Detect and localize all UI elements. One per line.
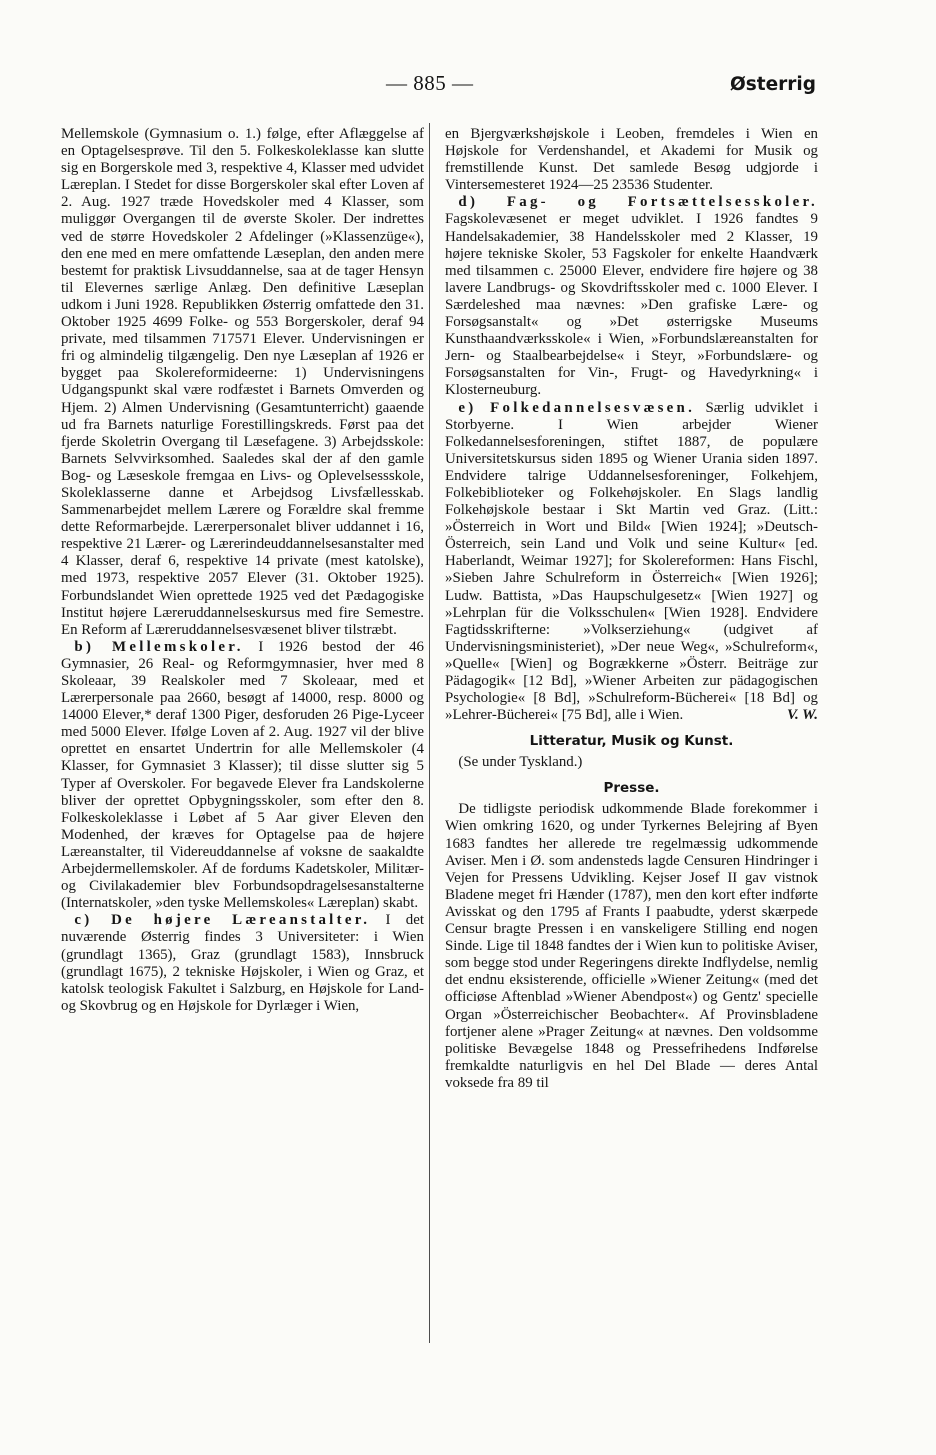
column-divider bbox=[429, 123, 430, 1343]
heading-presse: Presse. bbox=[603, 780, 660, 797]
page-number: — 885 — bbox=[386, 71, 474, 95]
heading-litteratur: Litteratur, Musik og Kunst. bbox=[529, 733, 734, 750]
cross-reference-note: (Se under Tyskland.) bbox=[458, 754, 583, 771]
paragraph-folkeskole: Mellemskole (Gymnasium o. 1.) følge, efter Aflæggelse af en Optagelsesprøve. Til den 5. Folkeskoleklasse kan slutte sig en Borgerskole med 3, respektive 4, Klasser med udvidet Læreplan. I Stedet for disse Borgerskoler skal efter Loven af 2. Aug. 1927 træde Hovedskoler med 4 Klasser, som muliggør Overgangen til de øverste Skoler. Der indrettes ved de større Hovedskoler 2 Afdelinger (»Klassenzüge«), den ene med en mere omfattende Læseplan, den anden mere bestemt for praktisk Livsuddannelse, saa at de tager Hensyn til Elevernes særlige Anlæg. Den definitive Læseplan udkom i Juni 1928. Republikken Østerrig omfattede den 31. Oktober 1925 4699 Folke- og 553 Borgerskoler, deraf 94 private, med tilsammen 717571 Elever. Undervisningen er fri og almindelig tilgængelig. Den nye Læseplan af 1926 er bygget paa Skolereformideerne: 1) Undervisningens Udgangspunkt skal være rodfæstet i Barnets Omverden og Hjem. 2) Almen Undervisning (Gesamtunterricht) gaaende ud fra Barnets naturlige Forestillingskreds. Først paa det fjerde Skoletrin Overgang til Læsefagene. 3) Arbejdsskole: Barnets Selvvirksomhed. Saaledes skal der af den gamle Bog- og Læseskole fremgaa en Livs- og Oplevelsessskole, Skoleklasserne danne et Arbejdsog Livsfællesskab. Sammenarbejdet mellem Lærere og Forældre skal fremme dette Reformarbejde. Lærerpersonalet bliver uddannet i 16, respektive 21 Lærer- og Lærerindeuddannelsesanstalter med 4 Klasser, deraf 6, respektive 14 private (mest katolske), med 1973, respektive 2057 Elever (31. Oktober 1925). Forbundslandet Wien oprettede 1925 ved det Pædagogiske Institut højere Læreruddannelseskursus med fire Semestre. En Reform af Læreruddannelsesvæsenet bliver tilstræbt. bbox=[61, 126, 424, 638]
section-body-folkedannelse: Særlig udviklet i Storbyerne. I Wien arbejder Wiener Folkedannelsesforeningen, stiftet 1887, de populære Universitetskursus siden 1895 og Wiener Urania siden 1897. Endvidere talrige Uddannelsesforeninger, Folkehjem, Folkebiblioteker og Folkehøjskoler. En Slags landlig Folkehøjskole bestaar i Skt Martin ved Graz. (Litt.: »Österreich in Wort und Bild« [Wien 1924]; »Deutsch-Österreich, sein Land und Volk und seine Kultur« [ed. Haberlandt, Weimar 1927]; for Skolereformen: Hans Fischl, »Sieben Jahre Schulreform in Österreich« [Wien 1926]; Ludw. Battista, »Das Haupschulgesetz« [Wien 1927] og »Lehrplan für die Volksschulen« [Wien 1928]. Endvidere Fagtidsskrifterne: »Volkserziehung« (udgivet af Undervisningsministeriet), »Der neue Weg«, »Schulreform«, »Quelle« [Wien] og Bogrækkerne »Österr. Beiträge zur Pädagogik« [12 Bd], »Wiener Arbeiten zur pädagogischen Psychologie« [8 Bd], »Schulreform-Bücherei« [18 Bd] og »Lehrer-Bücherei« [75 Bd], alle i Wien. bbox=[445, 399, 818, 724]
left-column bbox=[61, 126, 424, 1015]
running-title: Østerrig bbox=[730, 74, 816, 95]
paragraph-mellemskoler bbox=[61, 639, 424, 913]
section-lead-laereanstalter: c) De højere Læreanstalter. bbox=[74, 912, 371, 929]
paragraph-folkedannelse bbox=[445, 400, 818, 725]
section-lead-fagskoler: d) Fag- og Fortsættelsesskoler. bbox=[458, 194, 818, 211]
section-body-laereanstalter: I det nuværende Østerrig findes 3 Universiteter: i Wien (grundlagt 1365), Graz (grundlagt 1583), Innsbruck (grundlagt 1675), 2 tekniske Højskoler, i Wien og Graz, et katolsk teologisk Fakultet i Salzburg, en Højskole for Land- og Skovbrug og en Højskole for Dyrlæger i Wien, bbox=[61, 912, 424, 1014]
paragraph-fagskoler bbox=[445, 194, 818, 399]
section-lead-folkedannelse: e) Folkedannelsesvæsen. bbox=[458, 399, 696, 416]
paragraph-laereanstalter bbox=[61, 912, 424, 1015]
right-column bbox=[445, 126, 818, 1092]
section-lead-mellemskoler: b) Mellemskoler. bbox=[74, 638, 244, 655]
paragraph-universities-cont: en Bjergværkshøjskole i Leoben, fremdeles i Wien en Højskole for Verdenshandel, et Akademi for Musik og fremstillende Kunst. Det samlede Besøg udgjorde i Vintersemesteret 1924—25 23536 Studenter. bbox=[445, 126, 818, 194]
section-body-mellemskoler: I 1926 bestod der 46 Gymnasier, 26 Real- og Reformgymnasier, hver med 8 Skoleaar, 39 Realskoler med 7 Skoleaar, med et Lærerpersonale paa 2660, besøgt af 14000, resp. 8000 og 14000 Elever,* deraf 1300 Piger, desforuden 26 Pige-Lyceer med 5000 Elever. Ifølge Loven af 2. Aug. 1927 vil der blive oprettet en ensartet Undertrin for alle Mellemskoler (4 Klasser, for Gymnasiet 3 Klasser); til disse slutter sig 5 Typer af Overskoler. For begavede Elever fra Landskolerne bliver der oprettet Opbygningsskoler, som efter den 8. Folkeskoleklasse i Løbet af 5 Aar giver Eleven den Modenhed, der kræves for Optagelse paa de højere Læreanstalter, til Videreuddannelse af voksne de saakaldte Arbejdermellemskoler. Af de fordums Kadetskoler, Militær- og Civilakademier blev Forbundsopdragelsesanstalterne (Internatskoler, »den tyske Mellemskoles« Læreplan) skabt. bbox=[61, 638, 424, 912]
author-signature: V. W. bbox=[786, 707, 818, 724]
paragraph-presse: De tidligste periodisk udkommende Blade forekommer i Wien omkring 1620, og under Tyrkernes Belejring af Byen 1683 fandtes her allerede tre regelmæssig udkommende Aviser. Men i Ø. som andensteds lagde Censuren Hindringer i Vejen for Pressens Udvikling. Kejser Josef II gav vistnok Bladene meget fri Hænder (1787), men den kort efter indførte Avisskat og den 1795 af Frants I paabudte, yderst skærpede Censur bragte Pressen i en vanskeligere Stilling end nogen Sinde. Lige til 1848 fandtes der i Wien kun to politiske Aviser, som begge stod under Regeringens direkte Indflydelse, nemlig det endnu eksisterende, officielle »Wiener Zeitung« (med det officiøse Aftenblad »Wiener Abendpost«) og Gentz' specielle Organ »Österreichischer Beobachter«. Af Provinsbladene fortjener alene »Prager Zeitung« at nævnes. Den voldsomme politiske Bevægelse 1848 og Pressefrihedens Indførelse fremkaldte naturligvis en hel Del Blade — deres Antal voksede fra 89 til bbox=[445, 801, 819, 1091]
section-body-fagskoler: Fagskolevæsenet er meget udviklet. I 1926 fandtes 9 Handelsakademier, 38 Handelsskoler med 2 Klasser, 19 højere tekniske Skoler, 53 Fagskoler for enkelte Haandværk med tilsammen c. 25000 Elever, endvidere fire højere og 38 lavere Landbrugs- og Skovdriftsskoler med c. 1000 Elever. I Særdeleshed maa nævnes: »Den grafiske Lære- og Forsøgsanstalt« og »Det østerrigske Museums Kunsthaandværksskole« i Wien, »Forbundslæreanstalten for Jern- og Staalbearbejdelse« i Steyr, »Forbundslære- og Forsøgsanstalten for Vin-, Frugt- og Havedyrkning« i Klosterneuburg. bbox=[445, 211, 818, 399]
